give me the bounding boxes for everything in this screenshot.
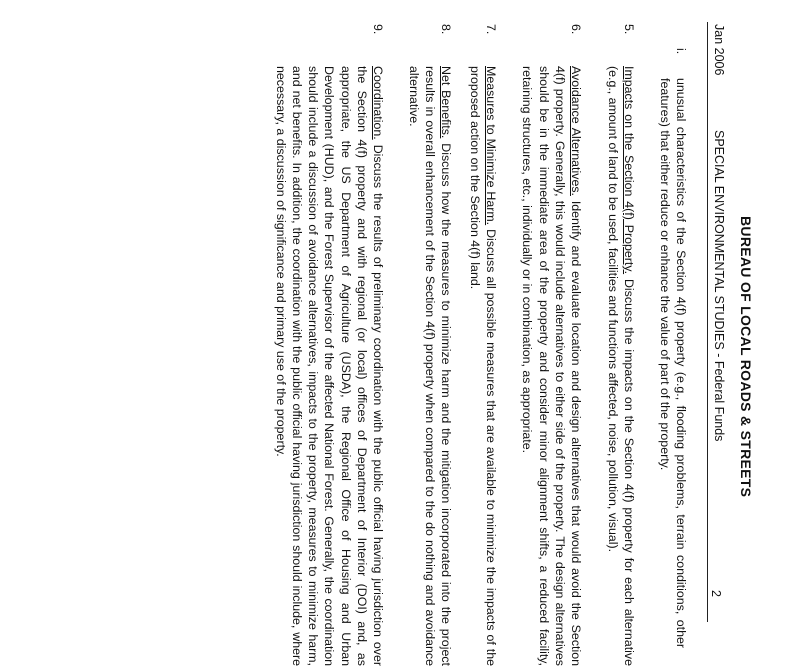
item-body — [467, 66, 499, 666]
page-title: BUREAU OF LOCAL ROADS & STREETS — [738, 216, 754, 498]
item-text: Discuss how the measures to minimize harm and the mitigation incorporated into the project results in overall enhancement of the Section 4(f) property when compared to the do nothing and avoidance alternative. — [406, 66, 453, 666]
header-rule — [707, 22, 708, 622]
item-heading: Avoidance Alternatives. — [569, 66, 583, 196]
item-text: Discuss the results of preliminary coordination with the public official having jurisdiction over the Section 4(f) property and with regional (or local) offices of Department of Interior (DOI) and, as appropriate, the US Department of Agriculture (USDA), the Regional Office of Housing and Urban Development (HUD), and the Forest Supervisor of the affected National Forest. Generally, the coordination should include a discussion of avoidance alternatives, impacts to the property, measures to minimize harm, and net benefits. In addition, the coordination with the public official having jurisdiction should include, where necessary, a discussion of significance and primary use of the property. — [273, 66, 385, 666]
item-text: Discuss all possible measures that are available to minimize the impacts of the proposed action on the Section 4(f) land. — [467, 66, 498, 666]
item-body — [519, 66, 584, 666]
item-number: 6. — [569, 24, 583, 35]
header-subtitle: SPECIAL ENVIRONMENTAL STUDIES - Federal Funds — [712, 130, 726, 442]
item-body — [405, 66, 454, 666]
item-number: 7. — [484, 24, 498, 35]
header-date: Jan 2006 — [712, 24, 726, 76]
item-text: unusual characteristics of the Section 4(f) property (e.g., flooding problems, terrain conditions, other features) that either reduce or enhance the value of part of the property. — [657, 78, 688, 648]
item-heading: Impacts on the Section 4(f) Property. — [622, 66, 636, 275]
item-heading: Coordination. — [371, 66, 385, 140]
item-number: i. — [674, 48, 688, 55]
item-number: 8. — [439, 24, 453, 35]
item-body — [605, 66, 637, 666]
item-heading: Measures to Minimize Harm. — [484, 66, 498, 226]
page-number: 2 — [709, 590, 723, 597]
item-text: Identify and evaluate location and design alternatives that would avoid the Section 4(f) property. Generally, this would include alternatives to either side of the property. The design alternatives should be in the immediate area of the property and consider minor alignment shifts, a reduced facility, retaining structures, etc., individually or in combination, as appropriate. — [520, 66, 583, 666]
item-body — [273, 66, 386, 666]
item-text: Discuss the impacts on the Section 4(f) property for each alternative (e.g., amount of land to be used, facilities and functions affected, noise, pollution, visual). — [605, 66, 636, 666]
item-heading: Net Benefits. — [439, 66, 453, 139]
item-number: 9. — [371, 24, 385, 35]
item-number: 5. — [622, 24, 636, 35]
